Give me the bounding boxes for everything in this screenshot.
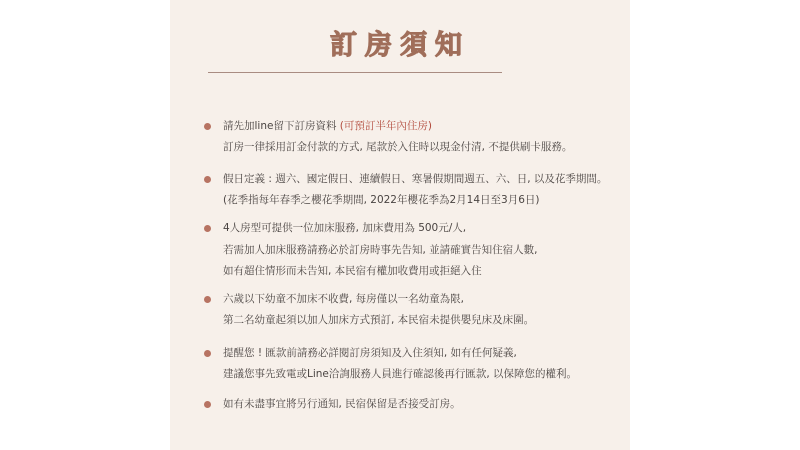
bullet-icon bbox=[204, 350, 211, 357]
booking-notice-panel bbox=[170, 0, 630, 450]
notice-list bbox=[170, 0, 630, 450]
notice-line: 第二名幼童起須以加人加床方式預訂, 本民宿未提供嬰兒床及床圍。 bbox=[223, 314, 535, 326]
notice-line: 假日定義 : 週六、國定假日、連續假日、寒暑假期間週五、六、日, 以及花季期間。 bbox=[223, 173, 608, 185]
bullet-icon bbox=[204, 401, 211, 408]
notice-line: 訂房一律採用訂金付款的方式, 尾款於入住時以現金付清, 不提供刷卡服務。 bbox=[223, 141, 573, 153]
notice-line bbox=[223, 117, 432, 135]
notice-line: 如有未盡事宜將另行通知, 民宿保留是否接受訂房。 bbox=[223, 398, 461, 410]
bullet-icon bbox=[204, 176, 211, 183]
notice-line: 如有超住情形而未告知, 本民宿有權加收費用或拒絕入住 bbox=[223, 265, 482, 277]
page-title: 訂房須知 bbox=[330, 30, 470, 61]
notice-line: 若需加人加床服務請務必於訂房時事先告知, 並請確實告知住宿人數, bbox=[223, 244, 538, 256]
notice-line: 4人房型可提供一位加床服務, 加床費用為 500元/人, bbox=[223, 222, 467, 234]
bullet-icon bbox=[204, 225, 211, 232]
notice-text: 請先加line留下訂房資料 bbox=[223, 120, 337, 132]
bullet-icon bbox=[204, 296, 211, 303]
notice-line: 提醒您 ! 匯款前請務必詳閱訂房須知及入住須知, 如有任何疑義, bbox=[223, 347, 517, 359]
notice-highlight: (可預訂半年內住房) bbox=[339, 120, 432, 132]
notice-line: 建議您事先致電或Line洽詢服務人員進行確認後再行匯款, 以保障您的權利。 bbox=[223, 368, 578, 380]
notice-line: (花季指每年春季之櫻花季期間, 2022年櫻花季為2月14日至3月6日) bbox=[223, 194, 540, 206]
notice-line: 六歲以下幼童不加床不收費, 每房僅以一名幼童為限, bbox=[223, 293, 465, 305]
bullet-icon bbox=[204, 123, 211, 130]
